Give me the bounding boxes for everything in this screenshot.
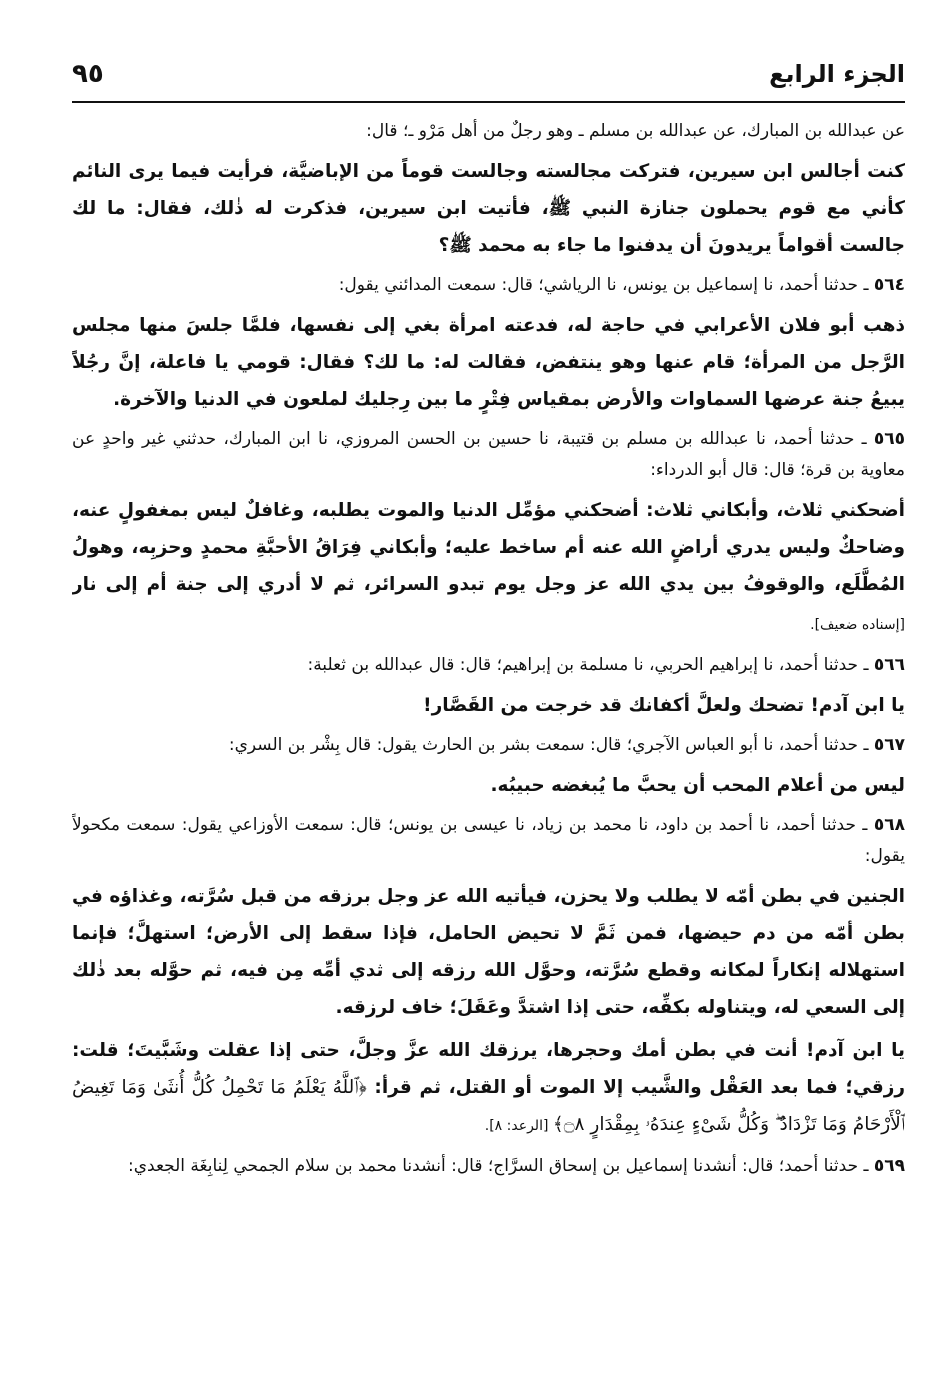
quote-text: ليس من أعلام المحب أن يحبَّ ما يُبغضه حبيبُه.: [490, 775, 905, 796]
chain-text: ـ حدثنا أحمد، نا عبدالله بن مسلم بن قتيبة، نا حسين بن الحسن المروزي، نا ابن المبارك، حدثني غير واحدٍ عن معاوية بن قرة؛ قال: قال أبو الدرداء:: [72, 429, 905, 480]
quoted-text: [72, 492, 905, 644]
narration-chain: [72, 116, 905, 147]
chain-text: ـ حدثنا أحمد، نا إبراهيم الحربي، نا مسلمة بن إبراهيم؛ قال: قال عبدالله بن ثعلبة:: [307, 655, 874, 675]
quoted-text: [72, 153, 905, 264]
quoted-text: [72, 767, 905, 804]
quoted-text: [72, 1032, 905, 1145]
quote-text: أضحكني ثلاث، وأبكاني ثلاث: أضحكني مؤمِّل الدنيا والموت يطلبه، وغافلٌ ليس بمغفولٍ عنه، وضاحكٌ وليس يدري أراضٍ الله عنه أم ساخط عليه؛ وأبكاني فِرَاقُ الأحبَّةِ محمدٍ وحزبِه، وهولُ المُطَّلَع، والوقوفُ بين يدي الله عز وجل يوم تبدو السرائر، ثم لا أدري إلى جنة أم إلى نار: [72, 500, 905, 595]
chain-text: عن عبدالله بن المبارك، عن عبدالله بن مسلم ـ وهو رجلٌ من أهل مَرْو ـ؛ قال:: [366, 121, 905, 141]
narration-chain: [72, 270, 905, 301]
quoted-text: [72, 307, 905, 418]
page-body: [72, 116, 905, 1363]
quote-text: الجنين في بطن أمّه لا يطلب ولا يحزن، فيأتيه الله عز وجل برزقه من قبل سُرَّته، وغذاؤه في بطن أمّه من دم حيضها، فمن ثَمَّ لا تحيض الحامل، فإذا سقط إلى الأرض؛ استهلَّ؛ فإنما استهلاله إنكاراً لمكانه وقطع سُرَّته، وحوَّل الله رزقه إلى ثدي أمِّه مِن فيه، ثم حوَّله بعد ذٰلك إلى السعي له، ويتناوله بكفِّه، حتى إذا اشتدَّ وعَقَلَ؛ خاف لرزقه.: [72, 886, 905, 1018]
quoted-text: [72, 878, 905, 1026]
report-number: ٥٦٧: [873, 735, 905, 755]
narration-chain: [72, 730, 905, 761]
report-number: ٥٦٩: [873, 1156, 905, 1176]
page-number: ٩٥: [72, 59, 104, 89]
report-number: ٥٦٨: [873, 815, 905, 835]
page-header: [72, 52, 905, 96]
report-number: ٥٦٤: [873, 275, 905, 295]
narration-chain: [72, 1151, 905, 1182]
header-rule: [72, 101, 905, 103]
report-number: ٥٦٦: [873, 655, 905, 675]
quote-text: كنت أجالس ابن سيرين، فتركت مجالسته وجالست قوماً من الإباضيَّة، فرأيت فيما يرى النائم كأني مع قوم يحملون جنازة النبي ﷺ، فأتيت ابن سيرين، فذكرت له ذٰلك، فقال: ما لك جالست أقواماً يريدونَ أن يدفنوا ما جاء به محمد ﷺ؟: [72, 161, 905, 256]
chain-text: ـ حدثنا أحمد؛ قال: أنشدنا إسماعيل بن إسحاق السرَّاج؛ قال: أنشدنا محمد بن سلام الجمحي لِنابِغَة الجعدي:: [127, 1156, 874, 1176]
quote-text: ذهب أبو فلان الأعرابي في حاجة له، فدعته امرأة بغي إلى نفسها، فلمَّا جلسَ منها مجلس الرَّجل من المرأة؛ قام عنها وهو ينتفض، فقالت له: ما لك؟ فقال: قومي يا فاعلة، إنَّ رجُلاً يبيعُ جنة عرضها السماوات والأرض بمقياس فِتْرٍ ما بين رِجليك لملعون في الدنيا والآخرة.: [72, 315, 905, 410]
chain-text: ـ حدثنا أحمد، نا أبو العباس الآجري؛ قال: سمعت بشر بن الحارث يقول: قال بِشْر بن السري:: [228, 735, 874, 755]
report-number: ٥٦٥: [873, 429, 905, 449]
narration-chain: [72, 650, 905, 681]
chain-text: ـ حدثنا أحمد، نا إسماعيل بن يونس، نا الرياشي؛ قال: سمعت المدائني يقول:: [338, 275, 874, 295]
quote-text: يا ابن آدم! أنت في بطن أمك وحجرها، يرزقك الله عزَّ وجلَّ، حتى إذا عقلت وشَبَّيتَ؛ قلت: رزقي؛ فما بعد العَقْل والشَّيب إلا الموت أو القتل، ثم قرأ:: [72, 1040, 905, 1098]
quote-text: يا ابن آدم! تضحك ولعلَّ أكفانك قد خرجت من القَصَّار!: [423, 695, 905, 716]
narration-chain: [72, 424, 905, 486]
quran-verse: ﴿ٱللَّهُ يَعْلَمُ مَا تَحْمِلُ كُلُّ أُنثَىٰ وَمَا تَغِيضُ ٱلْأَرْحَامُ وَمَا تَزْدَادُ ۖ وَكُلُّ شَىْءٍ عِندَهُۥ بِمِقْدَارٍ ۝٨﴾: [72, 1077, 905, 1135]
running-title: الجزء الرابع: [769, 60, 905, 88]
quoted-text: [72, 687, 905, 724]
chain-text: ـ حدثنا أحمد، نا أحمد بن داود، نا محمد بن زياد، نا عيسى بن يونس؛ قال: سمعت الأوزاعي يقول: سمعت مكحولاً يقول:: [72, 815, 905, 866]
verse-reference: [الرعد: ٨].: [484, 1118, 553, 1134]
grading-note: [إسناده ضعيف].: [810, 617, 905, 633]
narration-chain: [72, 810, 905, 872]
